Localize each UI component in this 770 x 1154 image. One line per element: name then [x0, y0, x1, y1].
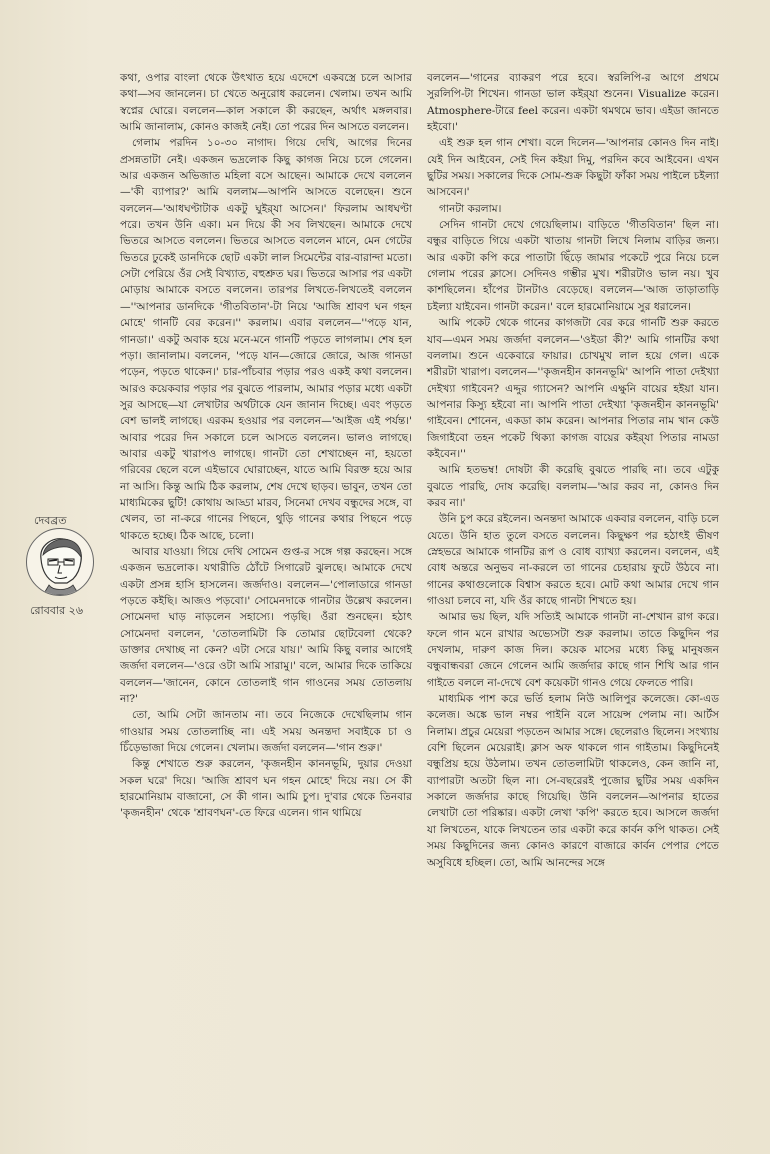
paragraph: কিন্তু শেখাতে শুরু করলেন, 'কৃজনহীন কাননভূমি, দুয়ার দেওয়া সকল ঘরে' দিয়ে। 'আজি শ্রাবণ ঘন গহন মোহে' দিয়ে নয়। সে কী হারমোনিয়াম বাজানো, সে কী গান। আমি চুপ। দু'বার থেকে তিনবার 'কৃজনহীন' থেকে 'শ্রাবণঘন'-তে ফিরে এলেন। গান থামিয়ে: [120, 758, 412, 820]
right-text-column: [427, 70, 719, 871]
paragraph: আমি হতভম্ব! দোষটা কী করেছি বুঝতে পারছি না। তবে এটুকু বুঝতে পারছি, দোষ করেছি। বললাম—'আর করব না, কোনও দিন করব না।': [427, 464, 719, 509]
paragraph: সেদিন গানটা দেখে গেয়েছিলাম। বাড়িতে 'গীতবিতান' ছিল না। বন্ধুর বাড়িতে গিয়ে একটা খাতায় গানটা লিখে নিলাম বাড়ির জন্য। আর একটা কপি করে পাতাটা ছিঁড়ে জামার পকেটে পুরে নিয়ে চলে গেলাম পরের ক্লাসে। সেদিনও গম্ভীর মুখ। শরীরটাও ভাল নয়। খুব কাশছিলেন। হাঁপের টানটাও বেড়েছে। বললেন—'আজ তাড়াতাড়ি চইল্যা যাইবেন। গানটা করেন।' বলে হারমোনিয়ামে সুর ধরালেন।: [427, 219, 719, 313]
paragraph: মাধ্যমিক পাশ করে ভর্তি হলাম নিউ আলিপুর কলেজে। কো-এড কলেজ। অঙ্কে ভাল নম্বর পাইনি বলে সায়েন্স পেলাম না। আর্টস নিলাম। প্রচুর মেয়েরা পড়তেন আমার সঙ্গে। ছেলেরাও ছিলেন। সংখ্যায় বেশি ছিলেন মেয়েরাই। ক্লাস অফ থাকলে গান গাইতাম। কিছুদিনেই বন্ধুপ্রিয় হয়ে উঠলাম। তখন তোতলামিটা থাকলেও, কেন জানি না, ব্যাপারটা অতটা ছিল না। সে-বছরেরই পুজোর ছুটির সময় একদিন সকালে জর্জদার কাছে গিয়েছি। উনি বললেন—আপনার হাতের লেখাটা তো পরিষ্কার। একটা লেখা 'কপি' করতে হবে। আসলে জর্জদা যা লিখতেন, যাকে লিখতেন তার একটা করে কার্বন কপি থাকত। সেই সময় কিছুদিনের জন্য কোনও কারণে বাজারে কার্বন পেপার পেতে অসুবিধে হচ্ছিল। তো, আমি আনন্দের সঙ্গে: [427, 693, 719, 869]
paragraph: তো, আমি সেটা জানতাম না। তবে নিজেকে দেখেছিলাম গান গাওয়ার সময় তোতলাচ্ছি না। এই সময় অনন্তদা সবাইকে চা ও চিঁড়েভাজা দিয়ে গেলেন। খেলাম। জর্জদা বললেন—'গান শুরু।': [120, 709, 412, 755]
paragraph: এই শুরু হল গান শেখা। বলে দিলেন—'আপনার কোনও দিন নাই। যেই দিন আইবেন, সেই দিন কইয়া দিমু, পরদিন কবে আইবেন। এখন ছুটির সময়। সকালের দিকে সোম-শুক্র কিছুটা ফাঁকা সময় পাইলে চইল্যা আসবেন।': [427, 137, 719, 199]
badge-title: দেবব্রত: [34, 514, 67, 527]
paragraph: আমি পকেট থেকে গানের কাগজটা বের করে গানটি শুরু করতে যাব—এমন সময় জর্জদা বললেন—'ওইডা কী?' আমি গানটির কথা বললাম। শুনে একেবারে ফায়ার। চোখমুখ লাল হয়ে গেল। একে শরীরটা খারাপ। বললেন—''কৃজনহীন কাননভূমি' আপনি পাতা দেইখ্যা দেইখ্যা গাইবেন? এদ্দুর গ্যাসেন? আপনি এক্ষুনি বায়ের হইয়া যান। আপনার কিস্যু হইবো না। আপনি পাতা দেইখ্যা 'কৃজনহীন কাননভূমি' গাইবেন। শোনেন, একডা কাম করেন। আপনার পিতার নাম খান কেউ জিগাইবো তহন পকেট থিক্যা কাগজ বায়ের কইর্‌যা পিতার নামডা কইবেন।'': [427, 317, 719, 460]
paragraph: কথা, ওপার বাংলা থেকে উৎখাত হয়ে এদেশে একবস্ত্রে চলে আসার কথা—সব জানলেন। চা খেতে অনুরোধ করলেন। খেলাম। তখন আমি স্বপ্নের ঘোরে। বললেন—কাল সকালে কী করছেন, অর্থাৎ মঙ্গলবার। আমি জানালাম, কোনও কাজই নেই। তো পরের দিন আসতে বললেন।: [120, 72, 412, 134]
left-text-column: [120, 70, 412, 822]
paragraph: গেলাম পরদিন ১০-৩০ নাগাদ। গিয়ে দেখি, আগের দিনের প্রসন্নতাটা নেই। একজন ভদ্রলোক কিছু কাগজ নিয়ে চলে গেলেন। আর একজন অভিজাত মহিলা বসে আছেন। আমাকে দেখে বললেন—'কী ব্যাপার?' আমি বললাম—আপনি আসতে বলেছেন। শুনে বললেন—'আধঘণ্টাটাক একটু ঘুইর্‌যা আসেন।' ফিরলাম আধঘণ্টা পরে। তখন উনি একা। মন দিয়ে কী সব লিখছেন। আমাকে দেখে ভিতরে আসতে বললেন। ভিতরে আসতে বললেন মানে, মেন গেটের ভিতরে ঢুকেই ডানদিকে ছোট একটা লাল সিমেন্টের বার-বারান্দা মতো। সেটা পেরিয়ে ওঁর সেই বিখ্যাত, বহুশ্রুত ঘর। ভিতরে আসার পর একটা মোড়ায় আমাকে বসতে বললেন। তারপর লিখতে-লিখতেই বললেন—''আপনার ডানদিকে 'গীতবিতান'-টা নিয়ে 'আজি শ্রাবণ ঘন গহন মোহে' গানটি বের করেন।'' করলাম। এবার বললেন—''পড়ে যান, গানডা।' একটু অবাক হয়ে মনে-মনে গানটি পড়তে লাগলাম। শেষ হল পড়া। জানালাম। বললেন, 'পড়ে যান—জোরে জোরে, আজ গানডা পড়েন, পড়তে থাকেন।' চার-পাঁচবার পড়ার পরও একই কথা বললেন। আরও কয়েকবার পড়ার পর বুঝতে পারলাম, আমার পড়ার মধ্যে একটা সুর আসছে—যা লেখাটার অর্থটাকে যেন জানান দিচ্ছে। এবং পড়তে বেশ ভালই লাগছে। এরকম হওয়ার পর বললেন—'আইজ এই পর্যন্ত।' আবার পরের দিন সকালে চলে আসতে বললেন। ভালও লাগছে। আবার একটু খারাপও লাগছে। গানটা তো শেখাচ্ছেন না, হয়তো গরিবের ছেলে বলে এইভাবে ঘোরাচ্ছেন, যাতে আমি বিরক্ত হয়ে আর না আসি। কিন্তু আমি ঠিক করলাম, শেষ দেখে ছাড়ব। ভাবুন, তখন তো মাধ্যমিকের ছুটি! কোথায় আড্ডা মারব, সিনেমা দেখব বন্ধুদের সঙ্গে, বা খেলব, তা না-করে গানের পিছনে, থুড়ি গানের কথার পিছনে পড়ে থাকতে হচ্ছে। ঠিক আছে, চলো।: [120, 137, 412, 542]
paragraph: আবার যাওয়া। গিয়ে দেখি সোমেন গুপ্ত-র সঙ্গে গল্প করছেন। সঙ্গে একজন ভদ্রলোক। যথারীতি ঠোঁটে সিগারেট ঝুলছে। আমাকে দেখে একটা প্রসন্ন হাসি হাসলেন। জর্জদাও। বললেন—'পোলাডারে গানডা পড়তে কইছি। আজও পড়বো।' সোমেনদাকে গানটার উল্লেখ করলেন। সোমেনদা ঘাড় নাড়লেন সহাস্যে। পড়ছি। ওঁরা শুনছেন। হঠাৎ সোমেনদা বললেন, 'তোতলামিটা কি তোমার ছোটবেলা থেকে? ডাক্তার দেখাচ্ছ না কেন? এটা সেরে যায়।' আমি কিছু বলার আগেই জর্জদা বললেন—'ওরে ওটা আমি সারামু।' বলে, আমার দিকে তাকিয়ে বললেন—'জানেন, কোনে তোতলাই গান গাওনের সময় তোতলায় না?': [120, 545, 412, 706]
paragraph: উনি চুপ করে রইলেন। অনন্তদা আমাকে একবার বললেন, বাড়ি চলে যেতে। উনি হাত তুলে বসতে বললেন। কিছুক্ষণ পর হঠাৎই ভীষণ স্নেহভরে আমাকে গানটির রূপ ও বোধ ব্যাখ্যা করলেন। বললেন, এই বোধ অন্তরে অনুভব না-করলে তা গানের চেহারায় ফুটে উঠবে না। গানের কথাগুলোকে বিশ্বাস করতে হবে। মোট কথা আমার দেখে গান গাওয়া চলবে না, যদি ওঁর কাছে গানটা শিখতে হয়।: [427, 513, 719, 607]
paragraph: আমার ভয় ছিল, যদি সত্যিই আমাকে গানটা না-শেখান রাগ করে। ফলে গান মনে রাখার অভ্যেসটা শুরু করলাম। তাতে কিছুদিন পর দেখলাম, দারুণ কাজ দিল। কয়েক মাসের মধ্যে কিছু মানুষজন বন্ধুবান্ধবরা জেনে গেলেন আমি জর্জদার কাছে গান শিখি আর গান গাইতে বললে না-দেখে বেশ কয়েকটা গানও গেয়ে ফেলতে পারি।: [427, 611, 719, 689]
paragraph: গানটা করলাম।: [439, 202, 502, 215]
badge-subtitle: রোববার ২৬: [30, 604, 83, 617]
paragraph: বললেন—'গানের ব্যাকরণ পরে হবে। স্বরলিপি-র আগে প্রথমে সুরলিপি-টা শিখেন। গানডা ভাল কইর্‌যা শুনেন। Visualize করেন। Atmosphere-টারে feel করেন। একটা থমথমে ভাব। এইডা জানতে হইবো।': [427, 72, 719, 134]
portrait-icon: [26, 528, 94, 596]
column-badge: [16, 512, 102, 682]
